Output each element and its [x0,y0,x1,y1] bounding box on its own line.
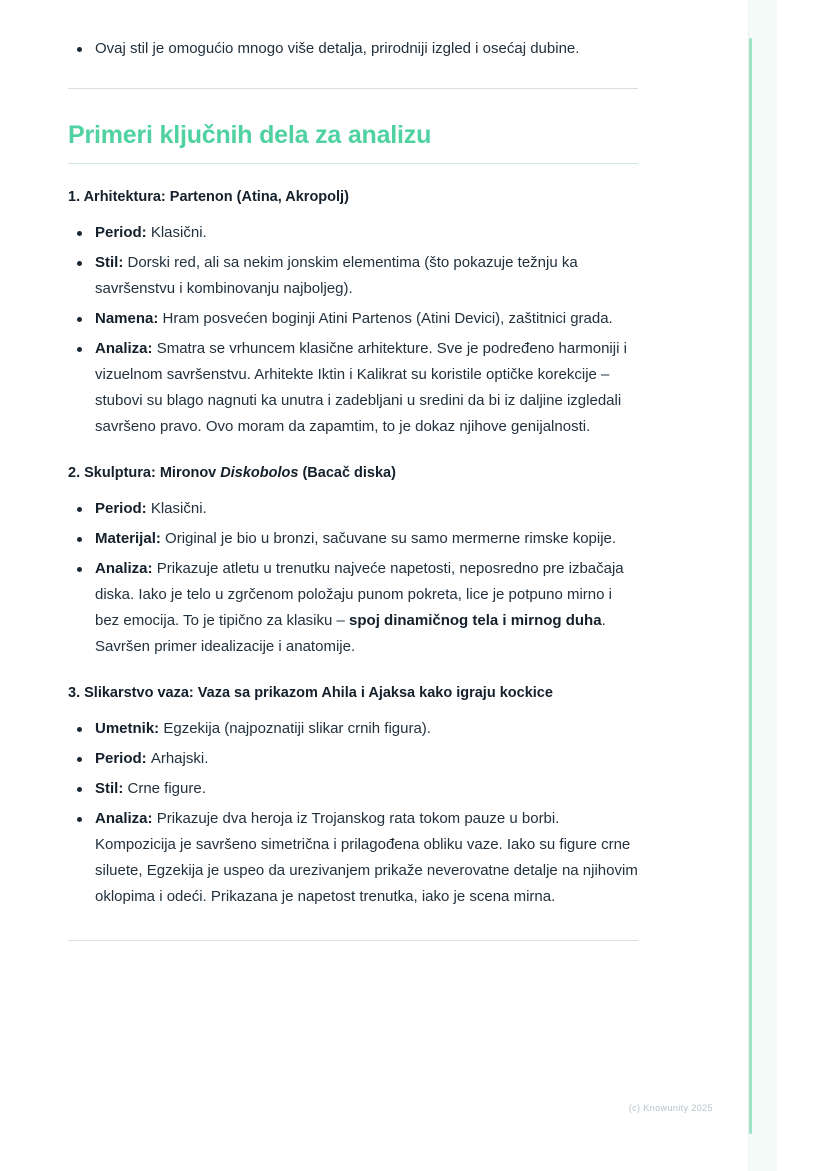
item-heading-text-tail: (Bacač diska) [298,465,396,481]
bullet-text: Hram posvećen boginji Atini Partenos (Atini Devici), zaštitnici grada. [162,310,613,327]
item-heading-text: 1. Arhitektura: Partenon (Atina, Akropolj) [68,189,349,205]
scrollbar-thumb[interactable] [749,38,752,1134]
list-item [68,746,638,772]
bullet-text: Crne figure. [127,780,206,797]
item-heading-text: 2. Skulptura: Mironov [68,465,221,481]
intro-bullet-list [68,36,638,62]
bullet-text: Egzekija (najpoznatiji slikar crnih figura). [163,720,431,737]
list-item [68,776,638,802]
scrollbar-track[interactable] [749,0,777,1171]
title-underline [68,163,638,164]
bullet-text: Dorski red, ali sa nekim jonskim elementima (što pokazuje težnju ka savršenstvu i kombinovanju najboljeg). [95,254,578,297]
list-item-text: Ovaj stil je omogućio mnogo više detalja, prirodniji izgled i osećaj dubine. [95,40,580,57]
bullet-label: Umetnik: [95,720,164,737]
item-heading-emphasis: Diskobolos [220,465,299,481]
bullet-emphasis: spoj dinamičnog tela i mirnog duha [349,612,602,629]
bullet-text: Klasični. [150,500,207,517]
scroll-rail [748,0,828,1171]
divider-bottom [68,940,638,941]
bullet-label: Stil: [95,254,128,271]
bullet-label: Analiza: [95,560,157,577]
bullet-label: Period: [95,750,151,767]
bullet-label: Namena: [95,310,163,327]
item-heading-3 [68,682,638,704]
list-item [68,496,638,522]
list-item [68,250,638,302]
list-item [68,716,638,742]
bullet-text: Arhajski. [150,750,209,767]
item-bullet-list-3 [68,716,638,910]
bullet-label: Materijal: [95,530,166,547]
item-heading-text: 3. Slikarstvo vaza: Vaza sa prikazom Ahila i Ajaksa kako igraju kockice [68,685,553,701]
bullet-text: Klasični. [150,224,207,241]
list-item [68,526,638,552]
list-item [68,336,638,440]
bullet-label: Period: [95,224,151,241]
bullet-label: Period: [95,500,151,517]
bullet-text: Prikazuje atletu u trenutku najveće napetosti, neposredno pre izbačaja diska. Iako je telo u zgrčenom položaju punom pokreta, lice je potpuno mirno i bez emocija. To je tipično za klasiku – [95,560,624,629]
item-bullet-list-2 [68,496,638,660]
item-bullet-list-1 [68,220,638,440]
bullet-text-tail: . Savršen primer idealizacije i anatomije. [95,612,606,655]
list-item [68,556,638,660]
item-heading-1 [68,186,638,208]
bullet-text: Prikazuje dva heroja iz Trojanskog rata tokom pauze u borbi. Kompozicija je savršeno simetrična i prilagođena obliku vaze. Iako su figure crne siluete, Egzekija je uspeo da urezivanjem prikaže neverovatne detalje na njihovim oklopima i odeći. Prikazana je napetost trenutka, iako je scena mirna. [95,810,638,905]
item-heading-2 [68,462,638,484]
bullet-text: Original je bio u bronzi, sačuvane su samo mermerne rimske kopije. [165,530,617,547]
intro-bullet-group [68,0,638,62]
bullet-label: Analiza: [95,340,157,357]
copyright-notice: (c) Knowunity 2025 [628,1103,713,1113]
list-item [68,306,638,332]
bullet-label: Analiza: [95,810,157,827]
divider-top [68,88,638,89]
list-item [68,806,638,910]
bullet-text: Smatra se vrhuncem klasične arhitekture. Sve je podređeno harmoniji i vizuelnom savršenstvu. Arhitekte Iktin i Kalikrat su koristile optičke korekcije – stubovi su blago nagnuti ka unutra i zadebljani u sredini da bi iz daljine izgledali savršeno pravo. Ovo moram da zapamtim, to je dokaz njihove genijalnosti. [95,340,627,435]
page-title: Primeri ključnih dela za analizu [68,121,432,149]
list-item [68,220,638,246]
document-content [68,0,638,941]
list-item [68,36,638,62]
bullet-label: Stil: [95,780,128,797]
